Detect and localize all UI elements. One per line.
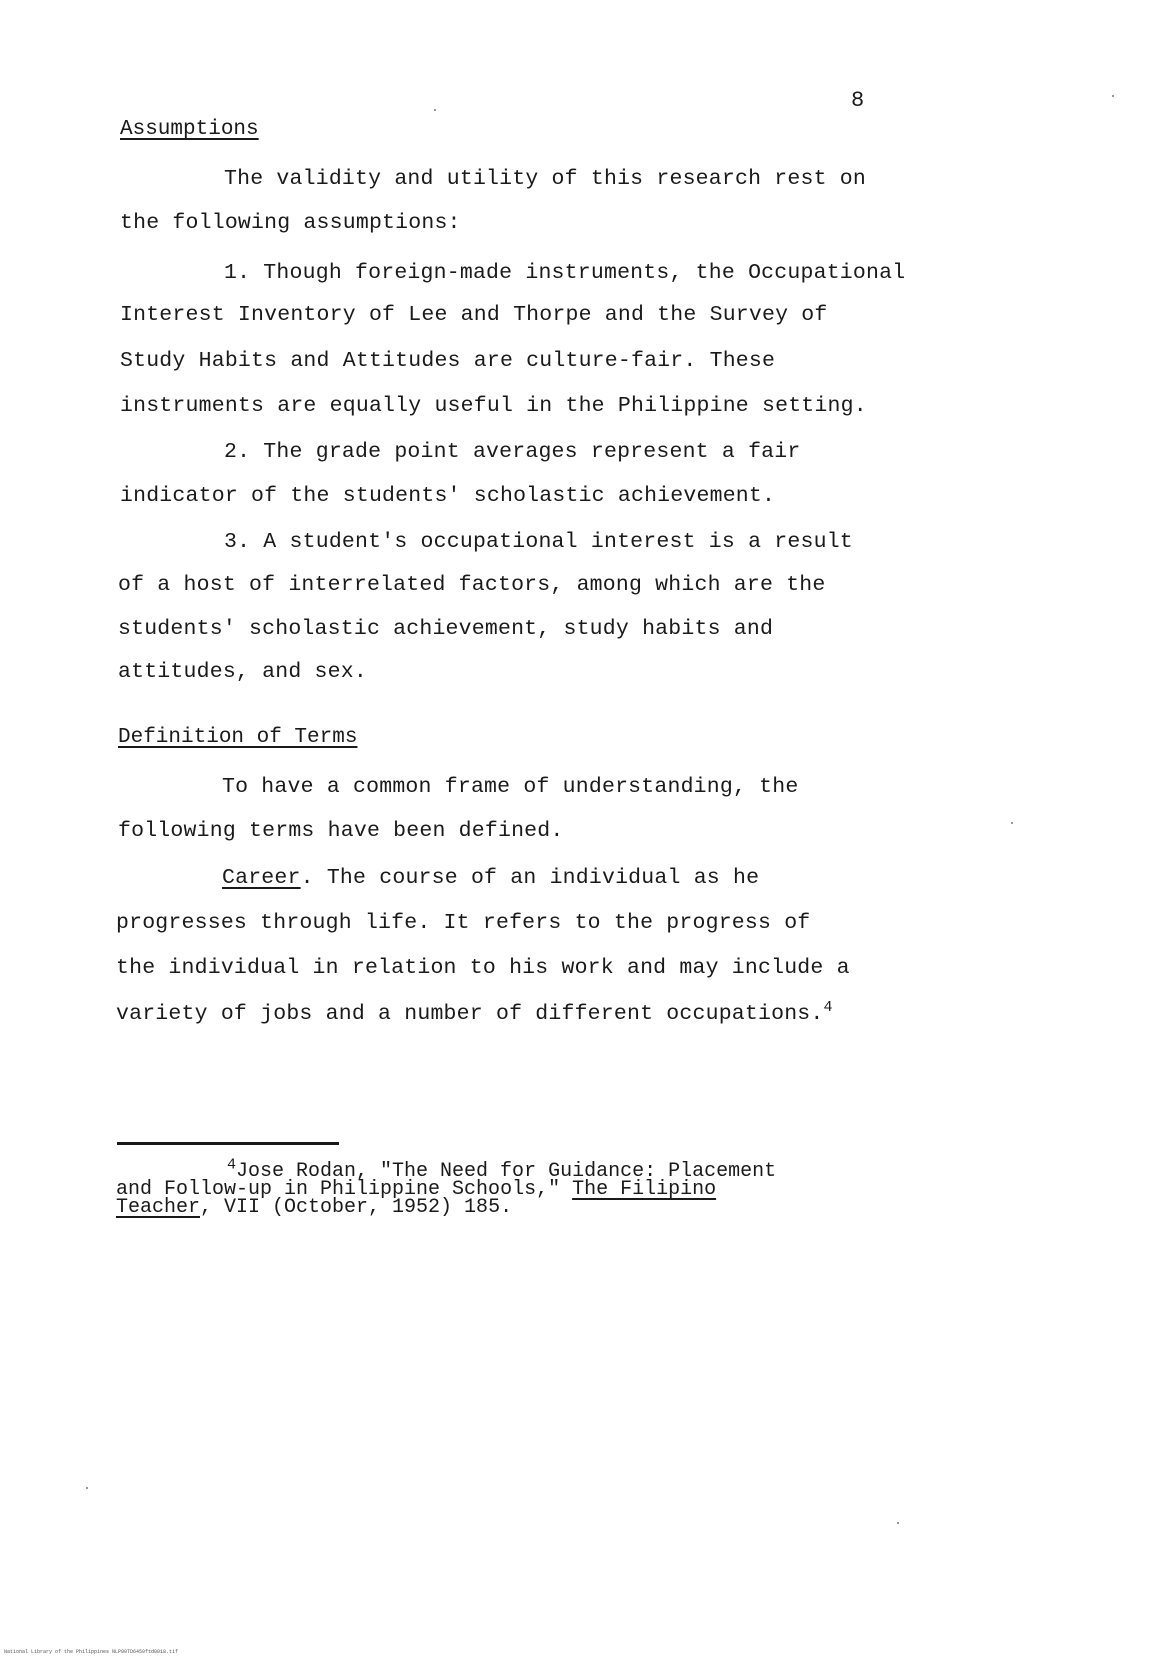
text-line: attitudes, and sex. [118, 660, 367, 684]
scan-speck [1112, 95, 1114, 97]
text-line: progresses through life. It refers to the progress of [116, 911, 811, 935]
text-line: following terms have been defined. [118, 819, 564, 843]
scan-speck [434, 109, 436, 111]
footnote-line [116, 1196, 513, 1219]
footnote-divider [117, 1142, 339, 1145]
text-line: of a host of interrelated factors, among which are the [118, 573, 826, 597]
journal-title: Teacher [116, 1196, 201, 1219]
scan-speck [897, 1522, 899, 1524]
text-span: Jose Rodan, "The Need for Guidance: Placement [236, 1160, 777, 1183]
journal-title: The Filipino [572, 1178, 717, 1201]
text-span: variety of jobs and a number of different occupations. [116, 1002, 824, 1026]
text-line: 2. The grade point averages represent a fair [224, 440, 801, 464]
text-line-with-footnote [116, 998, 833, 1026]
text-line: students' scholastic achievement, study habits and [118, 617, 774, 641]
scan-speck [86, 1487, 88, 1489]
footnote-marker: 4 [227, 1156, 237, 1174]
text-line: the individual in relation to his work and may include a [116, 956, 850, 980]
text-line: 3. A student's occupational interest is a result [224, 530, 853, 554]
text-span: , VII (October, 1952) 185. [200, 1196, 513, 1219]
footnote-reference: 4 [823, 998, 833, 1016]
career-definition-line [222, 866, 759, 890]
text-span: . The course of an individual as he [300, 866, 760, 890]
text-line: Interest Inventory of Lee and Thorpe and the Survey of [120, 303, 828, 327]
text-line: instruments are equally useful in the Philippine setting. [120, 394, 867, 418]
definitions-heading: Definition of Terms [118, 726, 358, 749]
archive-stamp: National Library of the Philippines NLP00TD6459ftd0018.tif [4, 1649, 179, 1655]
text-line: 1. Though foreign-made instruments, the Occupational [224, 261, 906, 285]
assumptions-heading: Assumptions [120, 118, 259, 141]
page-number: 8 [851, 88, 865, 113]
text-line: the following assumptions: [120, 211, 461, 235]
text-line: Study Habits and Attitudes are culture-fair. These [120, 349, 776, 373]
career-term: Career [222, 866, 301, 890]
text-line: The validity and utility of this research rest on [224, 167, 867, 191]
text-span: and Follow-up in Philippine Schools," [116, 1178, 573, 1201]
text-line: indicator of the students' scholastic achievement. [120, 484, 776, 508]
text-line: To have a common frame of understanding, the [222, 775, 799, 799]
scan-speck [1011, 822, 1013, 824]
